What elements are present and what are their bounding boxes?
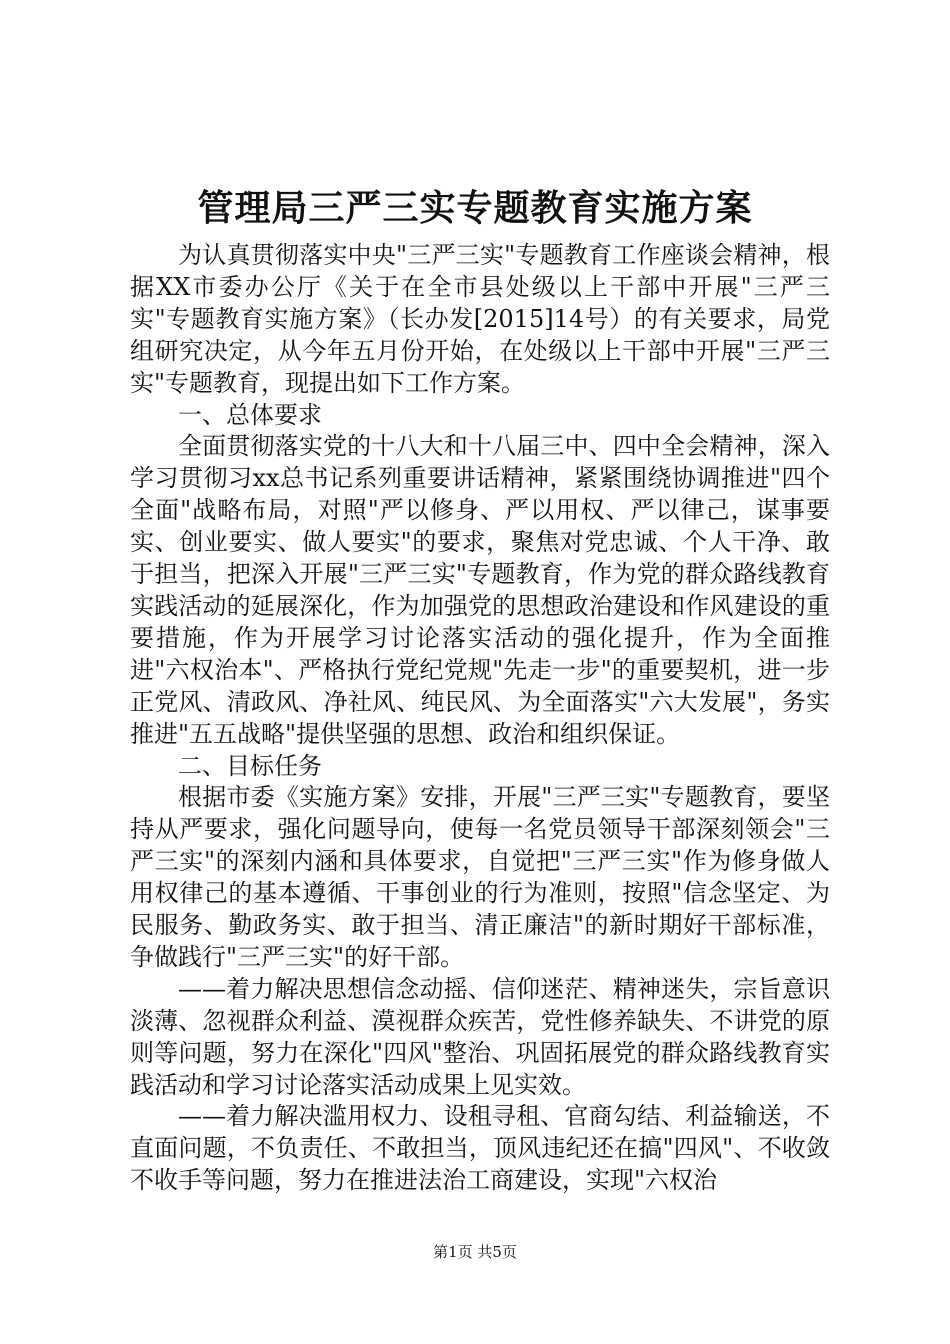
- page-number-footer: 第1页 共5页: [433, 1243, 517, 1261]
- task-item-paragraph: ——着力解决思想信念动摇、信仰迷茫、精神迷失，宗旨意识淡薄、忽视群众利益、漠视群众疾苦，党性修养缺失、不讲党的原则等问题，努力在深化"四风"整治、巩固拓展党的群众路线教育实践活动和学习讨论落实活动成果上见实效。: [130, 974, 830, 1099]
- document-title: 管理局三严三实专题教育实施方案: [197, 187, 753, 229]
- intro-paragraph: 为认真贯彻落实中央"三严三实"专题教育工作座谈会精神，根据XX市委办公厅《关于在全市县处级以上干部中开展"三严三实"专题教育实施方案》（长办发[2015]14号）的有关要求，局党组研究决定，从今年五月份开始，在处级以上干部中开展"三严三实"专题教育，现提出如下工作方案。: [130, 241, 830, 397]
- general-requirements-paragraph: 全面贯彻落实党的十八大和十八届三中、四中全会精神，深入学习贯彻习xx总书记系列重要讲话精神，紧紧围绕协调推进"四个全面"战略布局，对照"严以修身、严以用权、严以律己，谋事要实、创业要实、做人要实"的要求，聚焦对党忠诚、个人干净、敢于担当，把深入开展"三严三实"专题教育，作为党的群众路线教育实践活动的延展深化，作为加强党的思想政治建设和作风建设的重要措施，作为开展学习讨论落实活动的强化提升，作为全面推进"六权治本"、严格执行党纪党规"先走一步"的重要契机，进一步正党风、清政风、净社风、纯民风、为全面落实"六大发展"，务实推进"五五战略"提供坚强的思想、政治和组织保证。: [130, 432, 830, 748]
- section-heading-general-requirements: 一、总体要求: [178, 400, 322, 429]
- goals-tasks-paragraph: 根据市委《实施方案》安排，开展"三严三实"专题教育，要坚持从严要求，强化问题导向，使每一名党员领导干部深刻领会"三严三实"的深刻内涵和具体要求，自觉把"三严三实"作为修身做人用权律己的基本遵循、干事创业的行为准则，按照"信念坚定、为民服务、勤政务实、敢于担当、清正廉洁"的新时期好干部标准，争做践行"三严三实"的好干部。: [130, 783, 830, 971]
- section-heading-goals-tasks: 二、目标任务: [178, 751, 322, 780]
- task-item-paragraph: ——着力解决滥用权力、设租寻租、官商勾结、利益输送，不直面问题，不负责任、不敢担当，顶风违纪还在搞"四风"、不收敛不收手等问题，努力在推进法治工商建设，实现"六权治: [130, 1102, 830, 1195]
- document-body: [130, 240, 830, 1197]
